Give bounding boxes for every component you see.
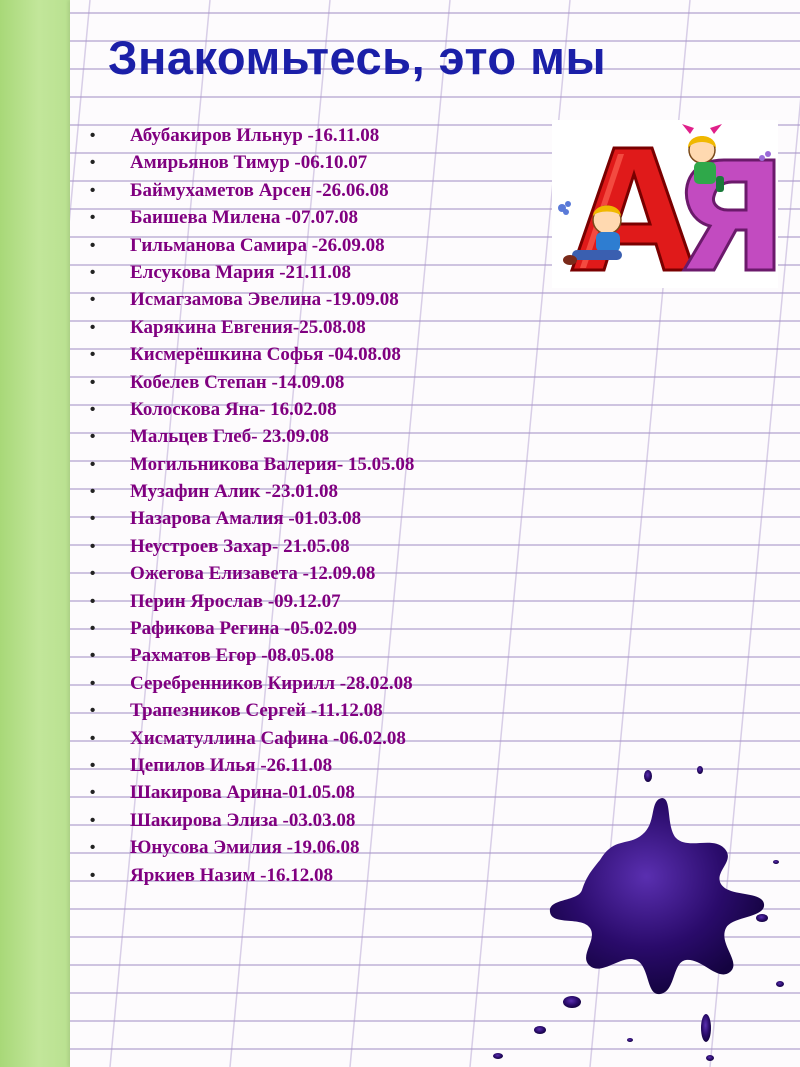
bullet-icon: • bbox=[90, 428, 96, 446]
bullet-icon: • bbox=[90, 263, 96, 281]
list-item bbox=[90, 752, 414, 779]
student-list bbox=[90, 122, 414, 889]
list-item bbox=[90, 862, 414, 889]
student-entry-text: Рахматов Егор -08.05.08 bbox=[130, 645, 335, 667]
green-margin bbox=[0, 0, 70, 1067]
list-item bbox=[90, 286, 414, 313]
student-entry-text: Кобелев Степан -14.09.08 bbox=[130, 371, 345, 393]
bullet-icon: • bbox=[90, 483, 96, 501]
bullet-icon: • bbox=[90, 839, 96, 857]
bullet-icon: • bbox=[90, 702, 96, 720]
student-entry-text: Карякина Евгения-25.08.08 bbox=[130, 316, 366, 338]
bullet-icon: • bbox=[90, 674, 96, 692]
bullet-icon: • bbox=[90, 346, 96, 364]
list-item bbox=[90, 560, 414, 587]
list-item bbox=[90, 478, 414, 505]
student-entry-text: Трапезников Сергей -11.12.08 bbox=[130, 700, 383, 722]
list-item bbox=[90, 807, 414, 834]
list-item bbox=[90, 697, 414, 724]
student-entry-text: Шакирова Арина-01.05.08 bbox=[130, 782, 355, 804]
student-entry-text: Серебренников Кирилл -28.02.08 bbox=[130, 672, 413, 694]
list-item bbox=[90, 314, 414, 341]
student-entry-text: Яркиев Назим -16.12.08 bbox=[130, 864, 334, 886]
bullet-icon: • bbox=[90, 620, 96, 638]
bullet-icon: • bbox=[90, 784, 96, 802]
student-entry-text: Кисмерёшкина Софья -04.08.08 bbox=[130, 344, 401, 366]
list-item bbox=[90, 369, 414, 396]
bullet-icon: • bbox=[90, 455, 96, 473]
list-item bbox=[90, 670, 414, 697]
list-item bbox=[90, 779, 414, 806]
alphabet-letters-image bbox=[552, 120, 778, 288]
student-entry-text: Баймухаметов Арсен -26.06.08 bbox=[130, 179, 389, 201]
list-item bbox=[90, 725, 414, 752]
student-entry-text: Мальцев Глеб- 23.09.08 bbox=[130, 426, 329, 448]
student-entry-text: Гильманова Самира -26.09.08 bbox=[130, 234, 385, 256]
bullet-icon: • bbox=[90, 400, 96, 418]
bullet-icon: • bbox=[90, 127, 96, 144]
student-entry-text: Могильникова Валерия- 15.05.08 bbox=[130, 453, 415, 475]
student-entry-text: Перин Ярослав -09.12.07 bbox=[130, 590, 341, 612]
letter-a-shape bbox=[552, 120, 694, 270]
list-item bbox=[90, 834, 414, 861]
list-item bbox=[90, 204, 414, 231]
bullet-icon: • bbox=[90, 811, 96, 829]
list-item bbox=[90, 588, 414, 615]
list-item bbox=[90, 122, 414, 149]
student-entry-text: Елсукова Мария -21.11.08 bbox=[130, 261, 352, 283]
list-item bbox=[90, 149, 414, 176]
list-item bbox=[90, 505, 414, 532]
list-item bbox=[90, 232, 414, 259]
student-entry-text: Амирьянов Тимур -06.10.07 bbox=[130, 152, 368, 174]
list-item bbox=[90, 259, 414, 286]
student-entry-text: Ожегова Елизавета -12.09.08 bbox=[130, 563, 376, 585]
bullet-icon: • bbox=[90, 510, 96, 528]
student-entry-text: Шакирова Элиза -03.03.08 bbox=[130, 809, 356, 831]
bullet-icon: • bbox=[90, 729, 96, 747]
student-entry-text: Цепилов Илья -26.11.08 bbox=[130, 754, 333, 776]
bullet-icon: • bbox=[90, 756, 96, 774]
student-entry-text: Хисматуллина Сафина -06.02.08 bbox=[130, 727, 406, 749]
student-entry-text: Баишева Милена -07.07.08 bbox=[130, 207, 358, 229]
bullet-icon: • bbox=[90, 236, 96, 254]
student-entry-text: Колоскова Яна- 16.02.08 bbox=[130, 398, 337, 420]
ink-blot-image bbox=[480, 740, 800, 1067]
list-item bbox=[90, 615, 414, 642]
bullet-icon: • bbox=[90, 866, 96, 884]
bullet-icon: • bbox=[90, 592, 96, 610]
student-entry-text: Абубакиров Ильнур -16.11.08 bbox=[130, 125, 380, 146]
list-item bbox=[90, 341, 414, 368]
list-item bbox=[90, 177, 414, 204]
bullet-icon: • bbox=[90, 291, 96, 309]
alphabet-picture bbox=[552, 120, 778, 288]
list-item bbox=[90, 533, 414, 560]
bullet-icon: • bbox=[90, 565, 96, 583]
bullet-icon: • bbox=[90, 318, 96, 336]
list-item bbox=[90, 423, 414, 450]
student-entry-text: Неустроев Захар- 21.05.08 bbox=[130, 535, 350, 557]
bullet-icon: • bbox=[90, 373, 96, 391]
list-item bbox=[90, 396, 414, 423]
student-entry-text: Рафикова Регина -05.02.09 bbox=[130, 618, 357, 640]
bullet-icon: • bbox=[90, 647, 96, 665]
student-entry-text: Исмагзамова Эвелина -19.09.08 bbox=[130, 289, 399, 311]
bullet-icon: • bbox=[90, 209, 96, 227]
page-title: Знакомьтесь, это мы bbox=[108, 31, 607, 84]
bullet-icon: • bbox=[90, 537, 96, 555]
bullet-icon: • bbox=[90, 181, 96, 199]
list-item bbox=[90, 642, 414, 669]
student-entry-text: Юнусова Эмилия -19.06.08 bbox=[130, 837, 360, 859]
bullet-icon: • bbox=[90, 154, 96, 172]
student-entry-text: Музафин Алик -23.01.08 bbox=[130, 481, 338, 503]
student-entry-text: Назарова Амалия -01.03.08 bbox=[130, 508, 362, 530]
list-item bbox=[90, 451, 414, 478]
